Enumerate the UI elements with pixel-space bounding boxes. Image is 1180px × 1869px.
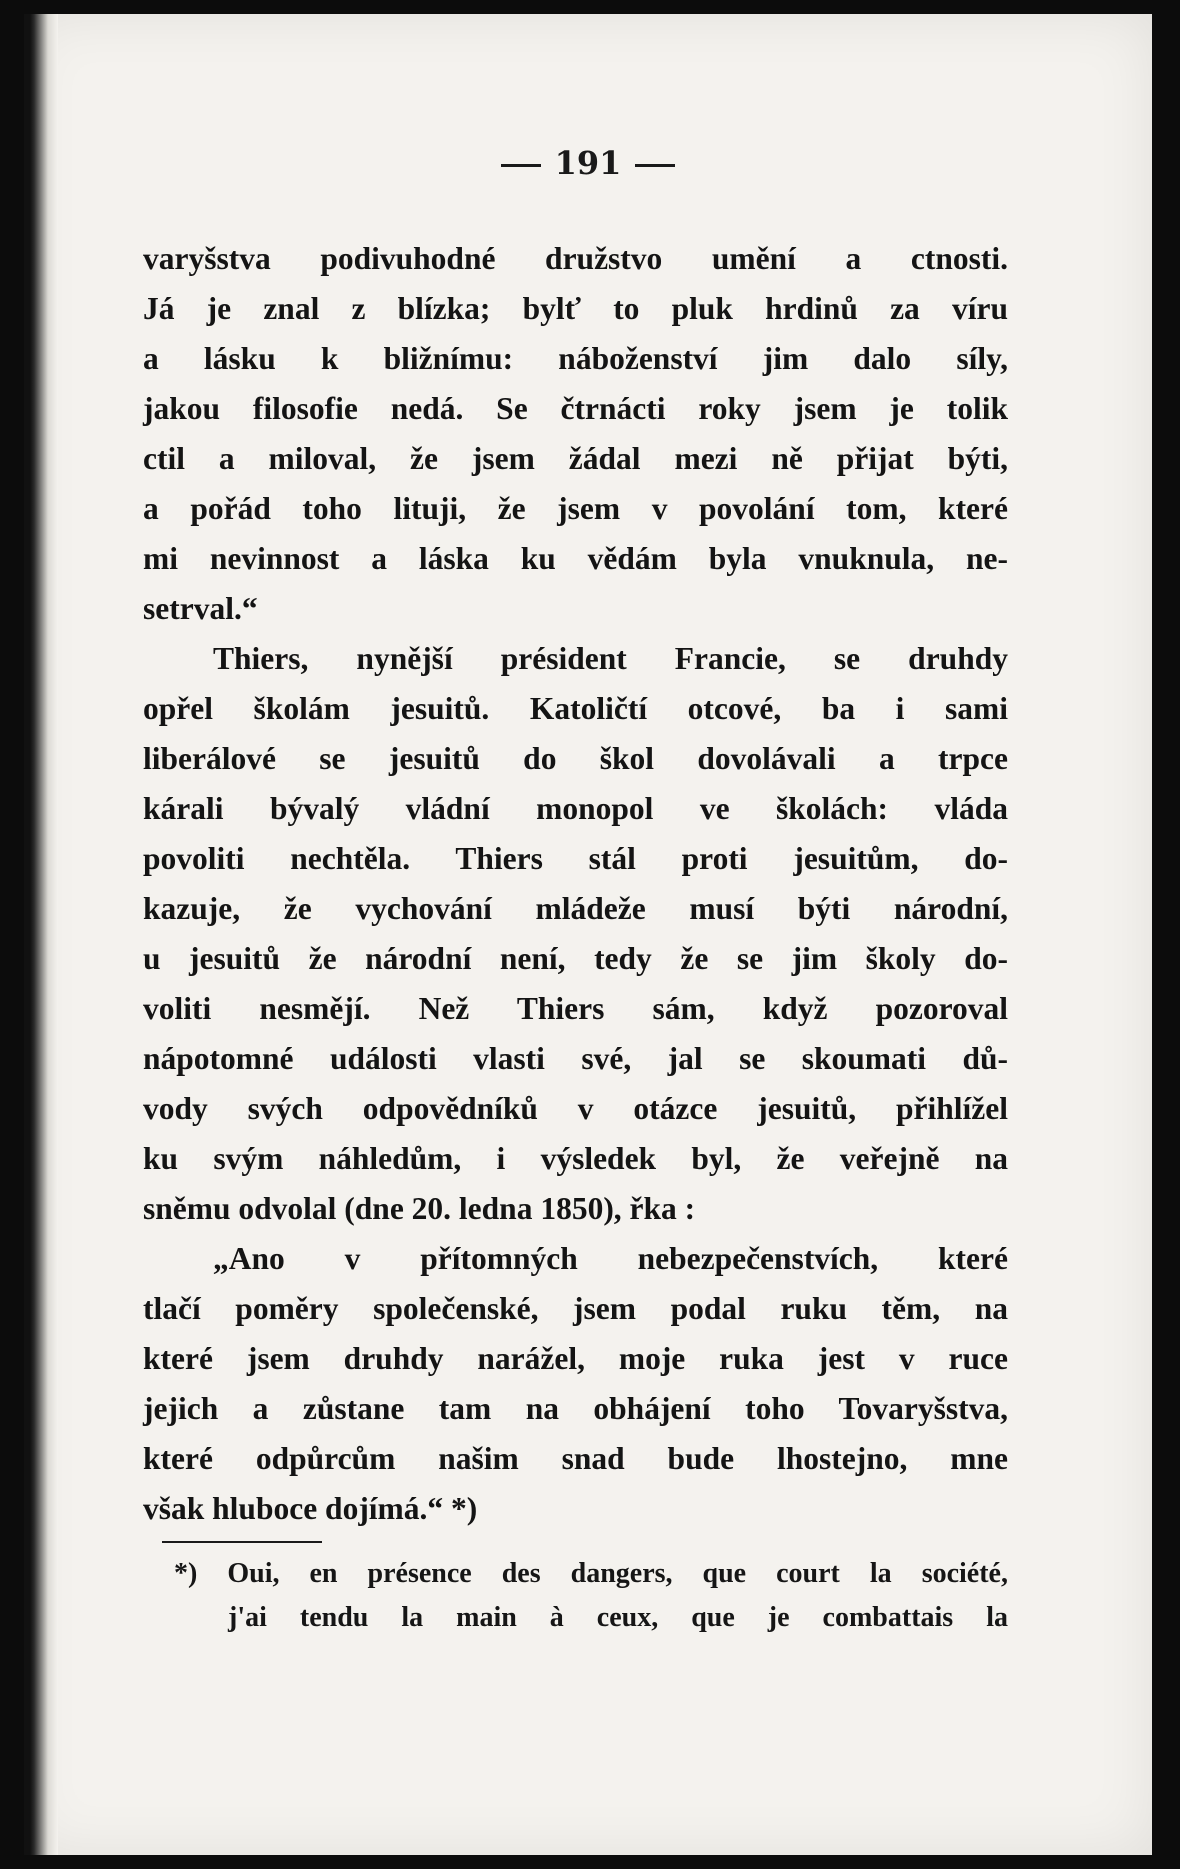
body-text xyxy=(143,234,1008,1534)
body-line: Já je znal z blízka; bylť to pluk hrdinů za víru xyxy=(143,291,1008,326)
body-line: setrval.“ xyxy=(143,591,258,626)
body-line: Thiers, nynější président Francie, se druhdy xyxy=(213,641,1008,676)
body-line: kazuje, že vychování mládeže musí býti národní, xyxy=(143,891,1008,926)
footnote-line: *) Oui, en présence des dangers, que court la société, xyxy=(174,1558,1008,1589)
page-number: 191 xyxy=(554,144,622,182)
body-line: varyšstva podivuhodné družstvo umění a ctnosti. xyxy=(143,241,1008,276)
body-line: opřel školám jesuitů. Katoličtí otcové, ba i sami xyxy=(143,691,1008,726)
body-line: které odpůrcům našim snad bude lhostejno, mne xyxy=(143,1441,1008,1476)
body-line: a pořád toho lituji, že jsem v povolání tom, které xyxy=(143,491,1008,526)
page-header xyxy=(24,144,1152,182)
book-page xyxy=(24,14,1152,1855)
body-line: liberálové se jesuitů do škol dovolávali a trpce xyxy=(143,741,1008,776)
footnote-divider xyxy=(162,1541,322,1543)
footnote-line: j'ai tendu la main à ceux, que je combattais la xyxy=(228,1602,1008,1633)
body-line: mi nevinnost a láska ku vědám byla vnuknula, ne- xyxy=(143,541,1008,576)
body-line: nápotomné události vlasti své, jal se skoumati dů- xyxy=(143,1041,1008,1076)
body-line: povoliti nechtěla. Thiers stál proti jesuitům, do- xyxy=(143,841,1008,876)
body-line: vody svých odpovědníků v otázce jesuitů, přihlížel xyxy=(143,1091,1008,1126)
body-line: voliti nesmějí. Než Thiers sám, když pozoroval xyxy=(143,991,1008,1026)
body-line: a lásku k bližnímu: náboženství jim dalo síly, xyxy=(143,341,1008,376)
body-line: „Ano v přítomných nebezpečenstvích, které xyxy=(213,1241,1008,1276)
body-line: sněmu odvolal (dne 20. ledna 1850), řka : xyxy=(143,1191,696,1226)
body-line: ku svým náhledům, i výsledek byl, že veřejně na xyxy=(143,1141,1008,1176)
header-dash-right xyxy=(635,164,675,167)
header-dash-left xyxy=(501,164,541,167)
body-line: tlačí poměry společenské, jsem podal ruku těm, na xyxy=(143,1291,1008,1326)
footnote xyxy=(174,1552,1008,1640)
body-line: jakou filosofie nedá. Se čtrnácti roky jsem je tolik xyxy=(143,391,1008,426)
body-line: ctil a miloval, že jsem žádal mezi ně přijat býti, xyxy=(143,441,1008,476)
body-line: jejich a zůstane tam na obhájení toho Tovaryšstva, xyxy=(143,1391,1008,1426)
body-line: však hluboce dojímá.“ *) xyxy=(143,1491,478,1526)
body-line: které jsem druhdy narážel, moje ruka jest v ruce xyxy=(143,1341,1008,1376)
body-line: u jesuitů že národní není, tedy že se jim školy do- xyxy=(143,941,1008,976)
body-line: kárali bývalý vládní monopol ve školách: vláda xyxy=(143,791,1008,826)
page-spine-shadow xyxy=(24,14,58,1855)
